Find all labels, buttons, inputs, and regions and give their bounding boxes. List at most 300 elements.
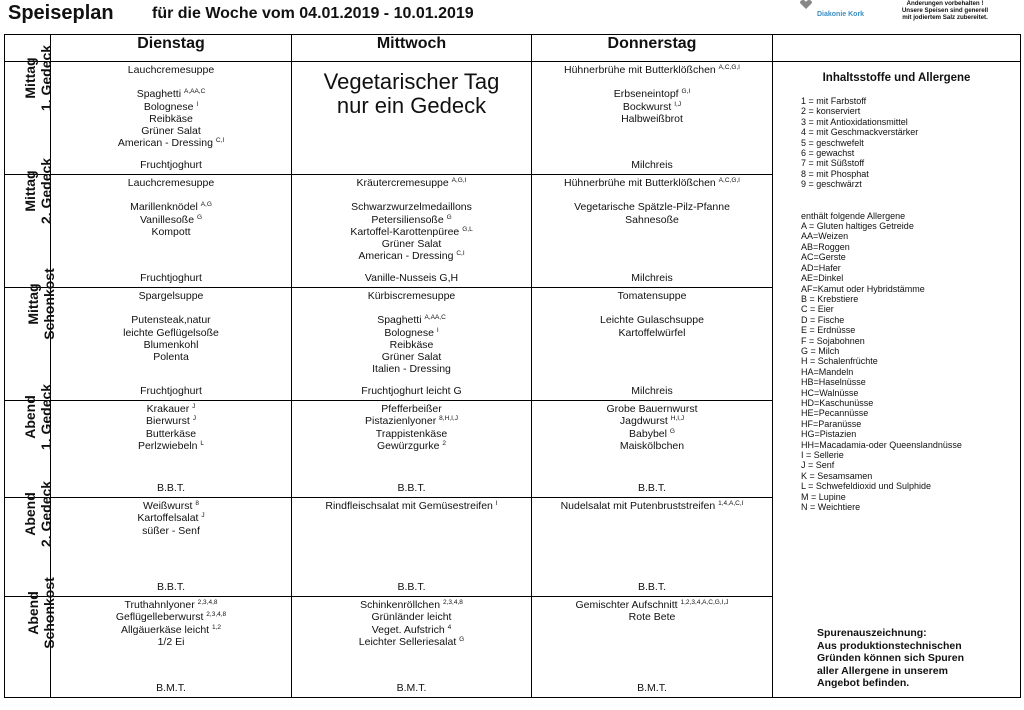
diakonie-logo bbox=[795, 0, 865, 28]
dish-item bbox=[292, 250, 531, 262]
vegetarian-notice bbox=[292, 62, 531, 118]
dish-item bbox=[51, 64, 291, 76]
dish-item bbox=[292, 314, 531, 326]
dish-item bbox=[51, 226, 291, 238]
allergen-codes: C,I bbox=[456, 250, 465, 258]
allergen-entry: B = Krebstiere bbox=[801, 293, 859, 304]
logo-text: Diakonie Kork bbox=[817, 11, 865, 18]
row-label-line: Mittag bbox=[24, 283, 41, 325]
dish-item bbox=[532, 440, 772, 452]
dish-item bbox=[51, 351, 291, 363]
dish-item bbox=[532, 290, 772, 302]
additive-entry: 1 = mit Farbstoff bbox=[801, 96, 867, 106]
dish-name: Reibkäse bbox=[389, 338, 434, 351]
dish-item bbox=[292, 636, 531, 648]
dish-name: American - Dressing bbox=[358, 250, 457, 263]
page-header bbox=[8, 0, 1018, 28]
day-header: Donnerstag bbox=[532, 35, 773, 62]
dish-name: Kompott bbox=[151, 225, 191, 238]
dish-name: Hühnerbrühe mit Butterklößchen bbox=[564, 64, 719, 76]
dish-list bbox=[532, 498, 772, 512]
allergen-entry: K = Sesamsamen bbox=[801, 470, 873, 481]
dish-name: Blumenkohl bbox=[143, 338, 199, 351]
dish-name: Leichte Gulaschsuppe bbox=[600, 314, 704, 327]
dish-list bbox=[292, 498, 531, 512]
dish-name: Reibkäse bbox=[149, 112, 193, 125]
dish-item bbox=[51, 137, 291, 149]
allergen-codes: 2,3,4,8 bbox=[206, 611, 227, 619]
dessert-item: B.B.T. bbox=[637, 581, 666, 593]
dish-item bbox=[292, 201, 531, 213]
dish-name: Allgäuerkäse leicht bbox=[120, 623, 212, 636]
dish-list bbox=[51, 498, 291, 537]
dish-name: Erbseneintopf bbox=[613, 88, 682, 101]
dessert-item: Milchreis bbox=[631, 272, 673, 284]
spacer bbox=[532, 189, 772, 201]
dish-list bbox=[51, 401, 291, 452]
dish-item bbox=[292, 327, 531, 339]
dish-name: Bolognese bbox=[143, 100, 197, 113]
allergen-entry: D = Fische bbox=[801, 314, 845, 325]
additive-entry: 8 = mit Phosphat bbox=[801, 168, 869, 179]
allergen-codes: J bbox=[192, 403, 196, 410]
dish-name: Kartoffel-Karottenpüree bbox=[350, 225, 463, 238]
dish-name: Polenta bbox=[153, 351, 189, 364]
allergen-codes: G bbox=[446, 213, 452, 221]
dish-item bbox=[292, 226, 531, 238]
menu-cell bbox=[51, 62, 292, 175]
dish-item bbox=[532, 88, 772, 100]
dish-item bbox=[532, 611, 772, 623]
menu-cell bbox=[51, 498, 292, 597]
allergen-entry: AE=Dinkel bbox=[801, 273, 844, 284]
dish-item bbox=[532, 113, 772, 125]
allergen-entry: N = Weichtiere bbox=[801, 502, 861, 513]
menu-cell bbox=[532, 498, 773, 597]
vegetarian-notice-line: Vegetarischer Tag bbox=[323, 69, 500, 94]
allergens-intro: enthält folgende Allergene bbox=[801, 210, 906, 221]
allergen-entry: HH=Macadamia-oder Queenslandnüsse bbox=[801, 439, 962, 450]
dish-item bbox=[292, 415, 531, 427]
allergen-codes: J bbox=[192, 415, 196, 423]
dish-name: süßer - Senf bbox=[142, 524, 200, 537]
dish-item bbox=[532, 201, 772, 213]
allergen-entry: AB=Roggen bbox=[801, 241, 850, 252]
additive-entry: 5 = geschwefelt bbox=[801, 137, 864, 148]
row-label-line: Abend bbox=[22, 492, 39, 536]
dish-item bbox=[292, 214, 531, 226]
additive-entry: 4 = mit Geschmackverstärker bbox=[801, 127, 919, 138]
dish-name: Grünländer leicht bbox=[371, 611, 452, 624]
dish-name: Kartoffelsalat bbox=[137, 512, 202, 525]
logo-heart-icon bbox=[799, 0, 813, 10]
trace-line: Gründen können sich Spuren bbox=[817, 652, 965, 664]
dessert-item: B.M.T. bbox=[637, 682, 667, 694]
allergen-entry: HG=Pistazien bbox=[801, 429, 857, 440]
dish-name: Rindfleischsalat mit Gemüsestreifen bbox=[325, 500, 496, 512]
menu-cell bbox=[532, 401, 773, 498]
dish-item bbox=[532, 177, 772, 189]
dish-name: Putensteak,natur bbox=[131, 314, 211, 327]
dish-item bbox=[532, 500, 772, 512]
menu-cell bbox=[292, 597, 532, 698]
allergen-entry: HF=Paranüsse bbox=[801, 418, 862, 429]
dish-item bbox=[51, 290, 291, 302]
allergen-codes: G bbox=[196, 213, 203, 221]
dish-item bbox=[292, 363, 531, 375]
dish-item bbox=[51, 599, 291, 611]
dish-name: Gewürzgurke bbox=[377, 439, 443, 452]
dish-name: Lauchcremesuppe bbox=[127, 177, 215, 189]
dish-item bbox=[51, 403, 291, 415]
dish-list bbox=[292, 401, 531, 452]
spacer bbox=[292, 302, 531, 314]
allergen-entry: AD=Hafer bbox=[801, 262, 841, 273]
dish-name: American - Dressing bbox=[117, 137, 216, 150]
allergen-codes: 8,H,I,J bbox=[439, 415, 458, 423]
dish-name: 1/2 Ei bbox=[157, 635, 185, 648]
dish-item bbox=[51, 101, 291, 113]
additive-entry: 6 = gewachst bbox=[801, 148, 855, 159]
dish-name: Leichter Selleriesalat bbox=[358, 635, 460, 648]
row-label-line: Abend bbox=[22, 395, 39, 439]
vegetarian-notice-line: nur ein Gedeck bbox=[336, 93, 487, 118]
menu-cell bbox=[292, 175, 532, 288]
allergen-codes: A,G,I bbox=[451, 177, 467, 184]
allergen-codes: L bbox=[200, 439, 205, 447]
dish-name: Weißwurst bbox=[143, 500, 196, 512]
spacer bbox=[532, 76, 772, 88]
allergen-codes: C,I bbox=[215, 137, 225, 145]
dessert-item: B.B.T. bbox=[397, 482, 426, 494]
dish-item bbox=[292, 238, 531, 250]
dish-name: Jagdwurst bbox=[619, 415, 671, 428]
trace-line: Angebot befinden. bbox=[817, 677, 910, 689]
dish-name: Hühnerbrühe mit Butterklößchen bbox=[564, 177, 719, 189]
dessert-item: Fruchtjoghurt bbox=[140, 385, 202, 397]
dish-item bbox=[51, 611, 291, 623]
dish-item bbox=[292, 611, 531, 623]
dessert-item: B.B.T. bbox=[156, 581, 185, 593]
dish-name: Schwarzwurzelmedaillons bbox=[351, 201, 472, 214]
dish-list bbox=[532, 175, 772, 226]
day-header-row bbox=[5, 35, 1021, 62]
dish-name: Kartoffelwürfel bbox=[618, 326, 686, 339]
row-label-line: 2. Gedeck bbox=[38, 157, 55, 225]
row-label-line: Schonkost bbox=[40, 268, 57, 340]
dish-item bbox=[51, 88, 291, 100]
dish-item bbox=[51, 314, 291, 326]
dish-name: leichte Geflügelsoße bbox=[123, 326, 219, 339]
dish-item bbox=[532, 314, 772, 326]
dish-list bbox=[292, 288, 531, 376]
row-label-line: Mittag bbox=[22, 170, 39, 212]
allergen-entry: I = Sellerie bbox=[801, 450, 844, 460]
dish-item bbox=[292, 351, 531, 363]
additive-entry: 2 = konserviert bbox=[801, 106, 861, 117]
dish-name: Halbweißbrot bbox=[621, 112, 683, 125]
page-title: Speiseplan bbox=[8, 2, 114, 24]
menu-cell bbox=[51, 175, 292, 288]
allergen-codes: H,I,J bbox=[670, 415, 685, 423]
dish-list bbox=[532, 401, 772, 452]
trace-notice bbox=[773, 627, 964, 690]
dessert-item: Milchreis bbox=[631, 385, 673, 397]
allergen-entry: A = Gluten haltiges Getreide bbox=[801, 221, 914, 232]
meal-row bbox=[5, 62, 1021, 175]
dessert-item: Fruchtjoghurt bbox=[140, 159, 202, 171]
dessert-item: Fruchtjoghurt leicht G bbox=[361, 385, 462, 397]
allergen-codes: I,J bbox=[674, 100, 682, 108]
dish-item bbox=[51, 512, 291, 524]
dish-item bbox=[292, 624, 531, 636]
spacer bbox=[292, 189, 531, 201]
dish-item bbox=[51, 440, 291, 452]
dish-name: Marillenknödel bbox=[130, 201, 201, 214]
allergen-legend bbox=[773, 62, 1021, 698]
allergen-entry: H = Schalenfrüchte bbox=[801, 356, 878, 367]
allergen-entry: AA=Weizen bbox=[801, 231, 849, 242]
dish-list bbox=[51, 175, 291, 238]
allergen-entry: HC=Walnüsse bbox=[801, 387, 859, 398]
row-label-line: Schonkost bbox=[40, 577, 57, 649]
dish-name: Spaghetti bbox=[136, 88, 184, 101]
spacer bbox=[532, 302, 772, 314]
row-label bbox=[5, 577, 57, 698]
dish-item bbox=[532, 64, 772, 76]
dish-name: Grobe Bauernwurst bbox=[606, 403, 698, 415]
spacer bbox=[51, 302, 291, 314]
allergen-codes: A,G bbox=[200, 201, 212, 209]
header-notice bbox=[870, 0, 1020, 22]
dish-name: Vegetarische Spätzle-Pilz-Pfanne bbox=[574, 201, 730, 214]
allergen-codes: 8 bbox=[195, 500, 199, 507]
allergen-entry: G = Milch bbox=[801, 345, 840, 356]
dessert-item: B.B.T. bbox=[397, 581, 426, 593]
dish-list bbox=[51, 62, 291, 150]
dessert-item: B.B.T. bbox=[156, 482, 185, 494]
dish-item bbox=[532, 403, 772, 415]
dish-item bbox=[51, 113, 291, 125]
dish-name: Petersiliensoße bbox=[371, 213, 447, 226]
allergen-codes: A,C,G,I bbox=[718, 177, 740, 184]
day-header: Mittwoch bbox=[292, 35, 532, 62]
dish-name: Butterkäse bbox=[145, 427, 197, 440]
dish-name: Kürbiscremesuppe bbox=[367, 290, 456, 302]
dish-name: Krakauer bbox=[146, 403, 193, 415]
notice-line: Änderungen vorbehalten ! bbox=[906, 0, 984, 7]
row-label-line: 1. Gedeck bbox=[38, 44, 55, 112]
dessert-item: Milchreis bbox=[631, 159, 673, 171]
dish-name: Sahnesoße bbox=[625, 213, 679, 226]
dish-name: Italien - Dressing bbox=[372, 363, 451, 376]
dish-item bbox=[292, 428, 531, 440]
allergen-codes: G,I bbox=[681, 88, 691, 96]
allergen-codes: 2,3,4,8 bbox=[443, 599, 463, 606]
dish-item bbox=[51, 500, 291, 512]
additive-entry: 3 = mit Antioxidationsmittel bbox=[801, 116, 908, 127]
menu-cell bbox=[292, 401, 532, 498]
menu-cell bbox=[532, 62, 773, 175]
allergen-entry: HD=Kaschunüsse bbox=[801, 397, 874, 408]
allergen-entry: F = Sojabohnen bbox=[801, 335, 865, 346]
dish-name: Perlzwiebeln bbox=[137, 439, 201, 452]
dish-name: Veget. Aufstrich bbox=[371, 623, 448, 636]
dish-item bbox=[51, 415, 291, 427]
dish-list bbox=[51, 288, 291, 363]
allergen-entry: AC=Gerste bbox=[801, 252, 846, 263]
allergen-entry: E = Erdnüsse bbox=[801, 325, 856, 336]
dessert-item: Vanille-Nusseis G,H bbox=[364, 272, 459, 284]
allergen-codes: 1,2,3,4,A,C,G,I,J bbox=[680, 599, 729, 606]
row-label-line: Abend bbox=[24, 591, 41, 635]
dish-item bbox=[51, 177, 291, 189]
menu-cell bbox=[292, 498, 532, 597]
menu-cell bbox=[292, 62, 532, 175]
trace-line: aller Allergene in unserem bbox=[817, 664, 948, 677]
allergen-codes: A,AA,C bbox=[424, 314, 446, 322]
dish-item bbox=[532, 214, 772, 226]
dish-list bbox=[532, 62, 772, 125]
dish-name: Gemischter Aufschnitt bbox=[575, 599, 681, 611]
notice-line: Unsere Speisen sind generell bbox=[901, 7, 989, 15]
additive-entry: 9 = geschwärzt bbox=[801, 179, 862, 190]
row-label-line: Mittag bbox=[22, 57, 39, 99]
week-range: für die Woche vom 04.01.2019 - 10.01.2019 bbox=[152, 5, 474, 22]
allergen-codes: 1,2 bbox=[212, 623, 222, 631]
row-label-line: 2. Gedeck bbox=[38, 480, 55, 548]
dish-item bbox=[51, 624, 291, 636]
allergen-entry: L = Schwefeldioxid und Sulphide bbox=[801, 481, 932, 492]
menu-cell bbox=[292, 288, 532, 401]
dish-name: Kräutercremesuppe bbox=[356, 177, 452, 189]
dish-item bbox=[292, 177, 531, 189]
allergen-codes: J bbox=[201, 512, 205, 520]
allergen-entry: HA=Mandeln bbox=[801, 366, 854, 377]
allergen-codes: G,L bbox=[462, 225, 473, 233]
allergen-codes: 1,4,A,C,I bbox=[718, 500, 744, 507]
dish-list bbox=[292, 597, 531, 648]
menu-cell bbox=[51, 288, 292, 401]
dish-name: Babybel bbox=[629, 427, 670, 440]
dish-name: Bockwurst bbox=[622, 100, 675, 113]
dish-item bbox=[51, 125, 291, 137]
dish-item bbox=[51, 214, 291, 226]
allergen-codes: A,C,G,I bbox=[718, 64, 740, 71]
trace-line: Spurenauszeichnung: bbox=[817, 627, 927, 639]
menu-table bbox=[4, 34, 1021, 698]
allergen-entry: HB=Haselnüsse bbox=[801, 377, 866, 388]
dish-item bbox=[532, 327, 772, 339]
dish-list bbox=[532, 288, 772, 339]
spacer bbox=[51, 189, 291, 201]
allergen-codes: G bbox=[459, 635, 465, 643]
allergen-codes: 2,3,4,8 bbox=[197, 599, 218, 606]
dish-name: Bolognese bbox=[384, 326, 437, 339]
dessert-item: B.M.T. bbox=[156, 682, 186, 694]
menu-cell bbox=[532, 597, 773, 698]
dish-name: Grüner Salat bbox=[381, 351, 442, 364]
additive-entry: 7 = mit Süßstoff bbox=[801, 158, 865, 169]
allergen-codes: I bbox=[495, 500, 498, 507]
dish-name: Pistazienlyoner bbox=[365, 415, 440, 428]
allergen-codes: A,AA,C bbox=[183, 88, 206, 96]
dish-name: Vanillesoße bbox=[139, 213, 197, 226]
dish-name: Grüner Salat bbox=[141, 125, 201, 138]
dish-item bbox=[51, 327, 291, 339]
dish-name: Rote Bete bbox=[628, 611, 676, 624]
allergen-entry: HE=Pecannüsse bbox=[801, 408, 869, 419]
dish-name: Spargelsuppe bbox=[138, 290, 204, 302]
dish-item bbox=[51, 525, 291, 537]
dish-item bbox=[532, 428, 772, 440]
dish-name: Pfefferbeißer bbox=[381, 403, 442, 415]
allergen-codes: 2 bbox=[442, 439, 446, 447]
dish-item bbox=[532, 101, 772, 113]
allergen-entry: C = Eier bbox=[801, 304, 834, 315]
allergen-codes: G bbox=[669, 427, 675, 435]
dish-name: Schinkenröllchen bbox=[360, 599, 443, 611]
dish-item bbox=[292, 599, 531, 611]
allergen-entry: M = Lupine bbox=[801, 491, 846, 502]
legend-header-cell bbox=[773, 35, 1021, 62]
allergen-codes: I bbox=[436, 326, 439, 334]
dessert-item: B.M.T. bbox=[396, 682, 427, 694]
dish-list bbox=[292, 175, 531, 263]
dish-list bbox=[532, 597, 772, 624]
dish-item bbox=[292, 440, 531, 452]
dish-name: Geflügelleberwurst bbox=[115, 611, 207, 624]
dish-name: Nudelsalat mit Putenbruststreifen bbox=[560, 500, 719, 512]
dish-item bbox=[51, 636, 291, 648]
dish-item bbox=[292, 500, 531, 512]
dish-name: Grüner Salat bbox=[381, 238, 442, 251]
trace-line: Aus produktionstechnischen bbox=[817, 639, 962, 652]
menu-cell bbox=[51, 401, 292, 498]
dish-name: Maiskölbchen bbox=[619, 439, 685, 452]
allergen-entry: J = Senf bbox=[801, 460, 835, 471]
allergen-codes: I bbox=[196, 100, 199, 108]
dessert-item: Fruchtjoghurt bbox=[140, 272, 202, 284]
dish-name: Tomatensuppe bbox=[617, 290, 687, 302]
dish-name: Trappistenkäse bbox=[375, 427, 448, 440]
notice-line: mit jodiertem Salz zubereitet. bbox=[902, 14, 988, 22]
dish-item bbox=[292, 403, 531, 415]
dish-item bbox=[292, 339, 531, 351]
dish-name: Truthahnlyoner bbox=[124, 599, 198, 611]
menu-cell bbox=[532, 175, 773, 288]
day-header: Dienstag bbox=[51, 35, 292, 62]
dish-item bbox=[532, 599, 772, 611]
allergen-codes: 4 bbox=[447, 623, 452, 631]
dish-item bbox=[51, 339, 291, 351]
dish-list bbox=[51, 597, 291, 648]
dish-name: Spaghetti bbox=[377, 314, 425, 327]
dish-item bbox=[292, 290, 531, 302]
dish-item bbox=[51, 428, 291, 440]
menu-cell bbox=[532, 288, 773, 401]
dish-name: Lauchcremesuppe bbox=[127, 64, 215, 76]
menu-cell bbox=[51, 597, 292, 698]
dish-name: Bierwurst bbox=[146, 415, 193, 428]
allergen-entry: AF=Kamut oder Hybridstämme bbox=[801, 283, 925, 294]
dessert-item: B.B.T. bbox=[637, 482, 666, 494]
dish-item bbox=[532, 415, 772, 427]
spacer bbox=[51, 76, 291, 88]
legend-title: Inhaltsstoffe und Allergene bbox=[822, 72, 971, 84]
dish-item bbox=[51, 201, 291, 213]
row-label-line: 1. Gedeck bbox=[38, 383, 55, 451]
